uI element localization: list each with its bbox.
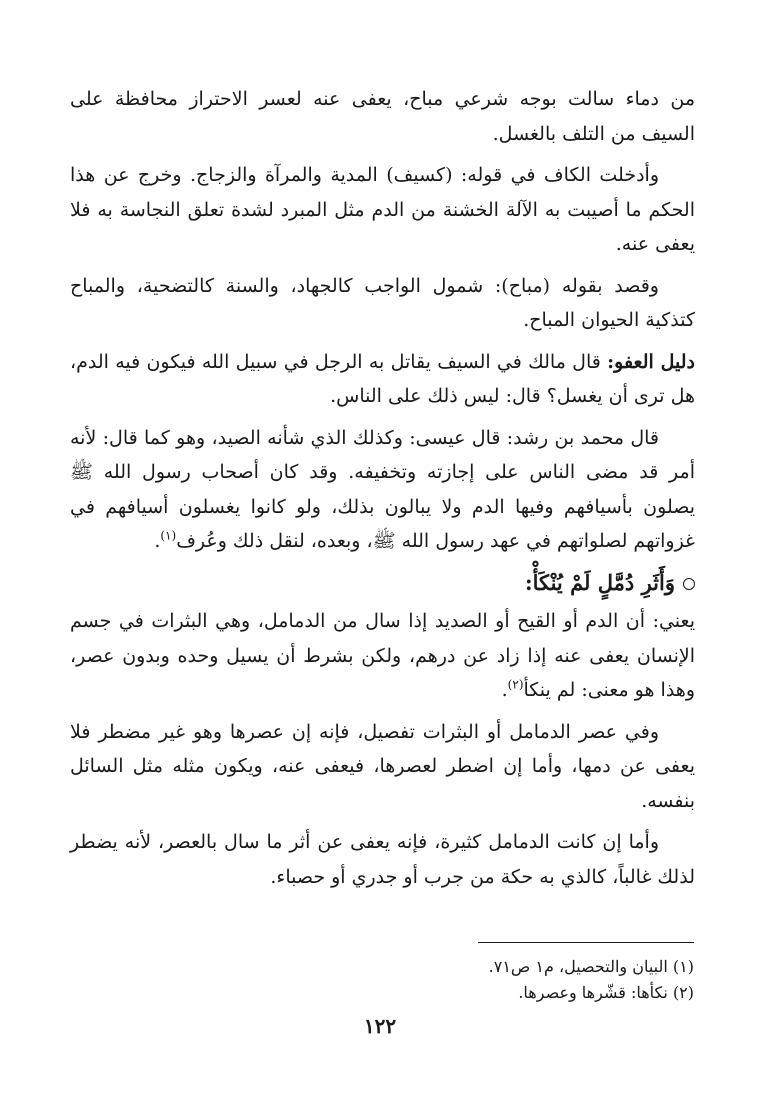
paragraph-8: وأما إن كانت الدمامل كثيرة، فإنه يعفى عن أثر ما سال بالعصر، لأنه يضطر لذلك غالباً، كالذي به حكة من جرب أو جدري أو حصباء. — [70, 831, 695, 888]
circle-bullet-icon — [683, 578, 695, 590]
paragraph-2: وأدخلت الكاف في قوله: (كسيف) المدية والمرآة والزجاج. وخرج عن هذا الحكم ما أصيبت به الآلة الخشنة من الدم مثل المبرد لشدة تعلق النجاسة به فلا يعفى عنه. — [70, 164, 695, 255]
section-heading-text: وَأَثَرِ دُمَّلٍ لَمْ يُنْكَأْ: — [524, 569, 675, 595]
paragraph-3: وقصد بقوله (مباح): شمول الواجب كالجهاد، والسنة كالتضحية، والمباح كتذكية الحيوان المباح. — [70, 274, 695, 331]
footnotes — [294, 954, 694, 1006]
footnote-divider — [478, 942, 694, 943]
page-number: ١٢٢ — [363, 1014, 397, 1038]
paragraph-5 — [70, 421, 695, 559]
paragraph-5-end: . — [154, 530, 161, 552]
paragraph-7: وفي عصر الدمامل أو البثرات تفصيل، فإنه إن عصرها وهو غير مضطر فلا يعفى عن دمها، وأما إن اضطر لعصرها، فيعفى عنه، ويكون مثله مثل السائل بنفسه. — [70, 720, 695, 812]
section-heading — [70, 566, 695, 601]
paragraph-6 — [70, 604, 695, 708]
paragraph-6-text: يعني: أن الدم أو القيح أو الصديد إذا سال من الدمامل، وهي البثرات في جسم الإنسان يعفى عنه إذا زاد عن درهم، ولكن بشرط أن يسيل وحده وبدون عصر، وهذا هو معنى: لم ينكأ — [70, 610, 695, 701]
footnote-ref-1[interactable]: (١) — [160, 528, 177, 543]
paragraph-4 — [70, 345, 695, 414]
footnote-2: (٢) نكأها: قشّرها وعصرها. — [518, 983, 694, 1002]
footnote-ref-2[interactable]: (٢) — [507, 677, 524, 692]
paragraph-1: من دماء سالت بوجه شرعي مباح، يعفى عنه لعسر الاحتراز محافظة على السيف من التلف بالغسل. — [70, 88, 695, 145]
evidence-label: دليل العفو: — [607, 350, 696, 373]
footnote-1: (١) البيان والتحصيل، م١ ص٧١. — [488, 957, 694, 976]
paragraph-5-text: قال محمد بن رشد: قال عيسى: وكذلك الذي شأنه الصيد، وهو كما قال: لأنه أمر قد مضى الناس على إجازته وتخفيفه. وقد كان أصحاب رسول الله ﷺ يصلون بأسيافهم وفيها الدم ولا يبالون بذلك، ولو كانوا يغسلون أسيافهم في غزواتهم لصلواتهم في عهد رسول الله ﷺ، وبعده، لنقل ذلك وعُرف — [70, 426, 695, 552]
page-body — [70, 82, 695, 901]
paragraph-6-end: . — [501, 679, 508, 701]
paragraph-4-text: قال مالك في السيف يقاتل به الرجل في سبيل الله فيكون فيه الدم، هل ترى أن يغسل؟ قال: ليس ذلك على الناس. — [70, 350, 695, 407]
